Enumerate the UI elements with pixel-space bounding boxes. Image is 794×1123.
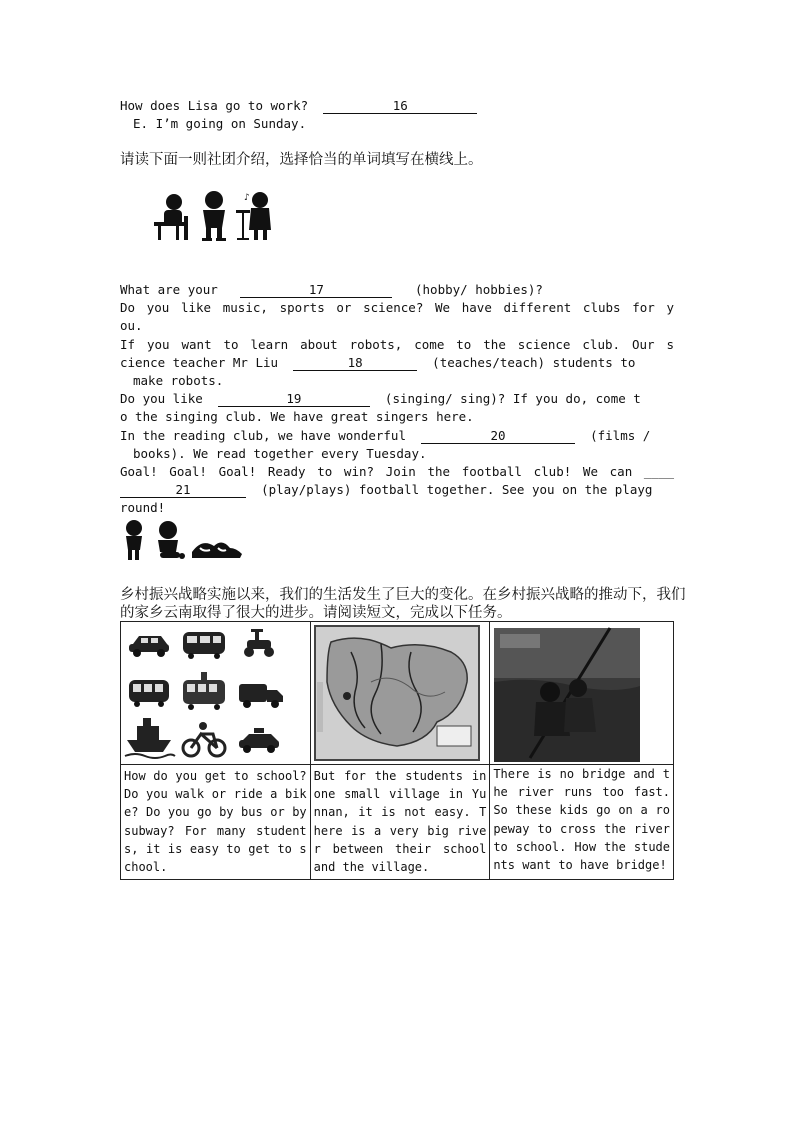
club-line-6: make robots.	[133, 373, 224, 388]
map-image-cell	[310, 622, 490, 765]
blank-21[interactable]: 21	[120, 483, 246, 498]
reading-table	[120, 621, 674, 880]
svg-text:♪: ♪	[244, 193, 250, 203]
blank-18[interactable]: 18	[293, 356, 417, 371]
club-line-13: round!	[120, 500, 166, 515]
club-line-1	[120, 281, 674, 299]
tram-icon	[183, 672, 225, 710]
club-line-9-a: In the reading club, we have wonderful	[120, 428, 406, 443]
bicycle-icon	[183, 722, 225, 756]
text-cell-1-content: How do you get to school? Do you walk or ride a bike? Do you go by bus or by subway? For many students, it is easy to get to school.	[124, 769, 307, 875]
club-line-10: books). We read together every Tuesday.	[133, 446, 427, 461]
bus-icon	[129, 680, 169, 707]
ropeway-image-cell	[490, 622, 674, 765]
club-line-4: If you want to learn about robots, come to the science club. Our s	[120, 337, 674, 352]
text-cell-3-content: There is no bridge and the river runs too fast. So these kids go on a ropeway to cross the river to school. How the students want to have bridge!	[493, 767, 670, 873]
transport-image-cell	[121, 622, 311, 765]
club-line-7-a: Do you like	[120, 391, 203, 406]
transport-icons-image	[121, 622, 309, 764]
club-members-illustration	[150, 188, 278, 244]
club-line-9-b: (films /	[590, 428, 651, 443]
blank-19[interactable]: 19	[218, 392, 370, 407]
club-line-12	[120, 481, 674, 499]
car-icon	[129, 636, 169, 657]
ship-icon	[125, 718, 175, 758]
taxi-icon	[239, 728, 279, 753]
train-icon	[183, 632, 225, 659]
blank-16[interactable]: 16	[323, 99, 477, 114]
text-cell-2	[310, 765, 490, 880]
club-line-7-b: (singing/ sing)? If you do, come t	[384, 391, 641, 406]
club-line-5-a: cience teacher Mr Liu	[120, 355, 279, 370]
yunnan-map-image	[311, 622, 489, 764]
text-cell-3	[490, 765, 674, 880]
truck-icon	[239, 684, 283, 708]
scooter-icon	[244, 629, 274, 657]
club-line-7	[120, 390, 674, 408]
question-16-text: How does Lisa go to work?	[120, 98, 309, 113]
club-instruction: 请读下面一则社团介绍，选择恰当的单词填写在横线上。	[120, 152, 483, 168]
club-line-1-b: (hobby/ hobbies)?	[415, 282, 543, 297]
option-e: E. I’m going on Sunday.	[133, 116, 307, 131]
club-line-9	[120, 427, 674, 445]
rural-intro-line-2: 的家乡云南取得了很大的进步。请阅读短文，完成以下任务。	[120, 605, 512, 621]
club-line-5	[120, 354, 674, 372]
football-kids-illustration	[120, 518, 246, 564]
club-line-3: ou.	[120, 318, 143, 333]
club-line-2: Do you like music, sports or science? We have different clubs for y	[120, 300, 674, 315]
club-line-1-a: What are your	[120, 282, 218, 297]
text-cell-1	[121, 765, 311, 880]
rural-intro-line-1: 乡村振兴战略实施以来，我们的生活发生了巨大的变化。在乡村振兴战略的推动下，我们	[120, 587, 686, 603]
club-line-5-b: (teaches/teach) students to	[432, 355, 636, 370]
ropeway-photo	[490, 622, 672, 764]
blank-20[interactable]: 20	[421, 429, 575, 444]
club-line-11: Goal! Goal! Goal! Ready to win? Join the football club! We can ____	[120, 464, 674, 479]
text-cell-2-content: But for the students in one small village in Yunnan, it is not easy. There is a very big river between their school and the village.	[313, 769, 487, 875]
question-16-line	[120, 97, 674, 115]
club-line-12-b: (play/plays) football together. See you on the playg	[261, 482, 653, 497]
club-line-8: o the singing club. We have great singers here.	[120, 409, 474, 424]
blank-17[interactable]: 17	[240, 283, 392, 298]
